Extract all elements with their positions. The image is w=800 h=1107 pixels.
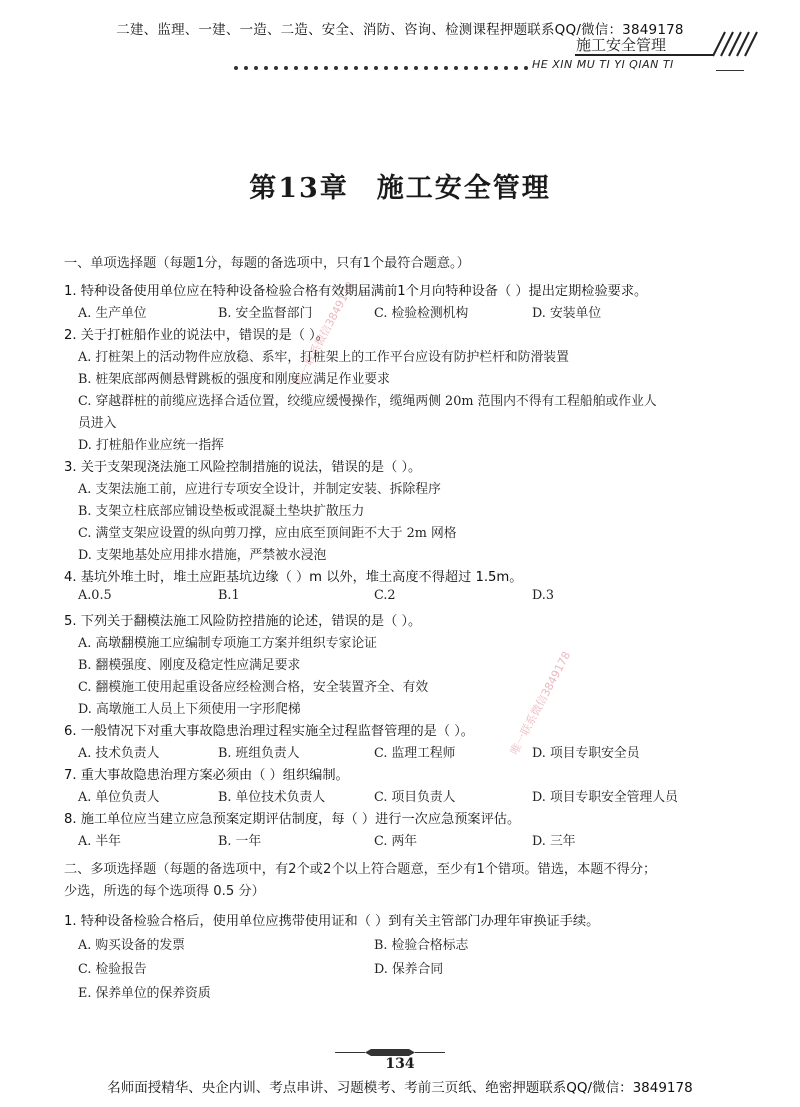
option-c: C. 监理工程师: [374, 746, 456, 761]
option-d: D.3: [532, 588, 555, 603]
option-e: E. 保养单位的保养资质: [78, 986, 211, 1001]
option-a: A. 技术负责人: [78, 746, 160, 761]
question-stem: 3. 关于支架现浇法施工风险控制措施的说法，错误的是（ ）。: [64, 460, 422, 475]
option-a: A. 购买设备的发票: [78, 938, 185, 953]
option-b: B. 一年: [218, 834, 262, 849]
option-d: D. 安装单位: [532, 306, 602, 321]
option-a: A. 支架法施工前，应进行专项安全设计，并制定安装、拆除程序: [78, 482, 441, 497]
option-b: B.1: [218, 588, 240, 603]
running-header-title: 施工安全管理: [576, 36, 667, 54]
option-c: C.2: [374, 588, 396, 603]
option-c-continued: 员进入: [78, 416, 117, 431]
option-d: D. 打桩船作业应统一指挥: [78, 438, 224, 453]
question-stem: 1. 特种设备检验合格后，使用单位应携带使用证和（ ）到有关主管部门办理年审换证手续。: [64, 914, 600, 929]
top-banner: 二建、监理、一建、一造、二造、安全、消防、咨询、检测课程押题联系QQ/微信：3849178: [116, 22, 684, 38]
option-d: D. 三年: [532, 834, 576, 849]
option-b: B. 支架立柱底部应铺设垫板或混凝土垫块扩散压力: [78, 504, 365, 519]
pinyin-subheader: HE XIN MU TI YI QIAN TI: [532, 58, 674, 71]
option-b: B. 安全监督部门: [218, 306, 313, 321]
question-stem: 8. 施工单位应当建立应急预案定期评估制度，每（ ）进行一次应急预案评估。: [64, 812, 521, 827]
option-d: D. 保养合同: [374, 962, 444, 977]
question-stem: 5. 下列关于翻模法施工风险防控措施的论述，错误的是（ ）。: [64, 614, 422, 629]
option-c: C. 两年: [374, 834, 418, 849]
watermark-1: 唯一联系微信3849178: [291, 279, 358, 388]
option-b: B. 翻模强度、刚度及稳定性应满足要求: [78, 658, 301, 673]
option-c: C. 检验报告: [78, 962, 147, 977]
page-number: 134: [385, 1056, 415, 1072]
question-stem: 4. 基坑外堆土时，堆土应距基坑边缘（ ）m 以外，堆土高度不得超过 1.5m。: [64, 570, 523, 585]
option-c: C. 翻模施工使用起重设备应经检测合格，安全装置齐全、有效: [78, 680, 429, 695]
option-b: B. 班组负责人: [218, 746, 300, 761]
option-a: A. 单位负责人: [78, 790, 160, 805]
option-a: A. 高墩翻模施工应编制专项施工方案并组织专家论证: [78, 636, 377, 651]
multi-choice-heading: 二、多项选择题（每题的备选项中，有2个或2个以上符合题意，至少有1个错项。错选，本题不得分；: [64, 862, 657, 877]
option-d: D. 支架地基处应用排水措施，严禁被水浸泡: [78, 548, 327, 563]
chapter-title: [0, 166, 800, 205]
chapter-number: 第13章: [249, 173, 349, 204]
running-header: [562, 34, 722, 56]
watermark-2: 唯一联系微信3849178: [507, 649, 574, 758]
option-c: C. 穿越群桩的前缆应选择合适位置，绞缆应缓慢操作，缆绳两侧 20m 范围内不得有工程船舶或作业人: [78, 394, 657, 409]
pinyin-rule: [716, 70, 744, 71]
question-stem: 6. 一般情况下对重大事故隐患治理过程实施全过程监督管理的是（ ）。: [64, 724, 474, 739]
multi-choice-heading-continued: 少选，所选的每个选项得 0.5 分）: [64, 884, 265, 899]
option-a: A. 半年: [78, 834, 121, 849]
option-a: A. 打桩架上的活动物件应放稳、系牢，打桩架上的工作平台应设有防护栏杆和防滑装置: [78, 350, 569, 365]
question-stem: 7. 重大事故隐患治理方案必须由（ ）组织编制。: [64, 768, 349, 783]
option-b: B. 单位技术负责人: [218, 790, 326, 805]
dotted-rule-decoration: [232, 64, 532, 72]
option-d: D. 高墩施工人员上下须使用一字形爬梯: [78, 702, 301, 717]
footer-banner: 名师面授精华、央企内训、考点串讲、习题模考、考前三页纸、绝密押题联系QQ/微信：3849178: [107, 1080, 693, 1096]
question-stem: 1. 特种设备使用单位应在特种设备检验合格有效期届满前1个月向特种设备（ ）提出定期检验要求。: [64, 284, 648, 299]
option-b: B. 桩架底部两侧悬臂跳板的强度和刚度应满足作业要求: [78, 372, 390, 387]
option-a: A. 生产单位: [78, 306, 147, 321]
chapter-name: 施工安全管理: [376, 173, 551, 204]
header-rule: [575, 54, 713, 56]
question-stem: 2. 关于打桩船作业的说法中，错误的是（ ）。: [64, 328, 329, 343]
option-d: D. 项目专职安全员: [532, 746, 640, 761]
single-choice-heading: 一、单项选择题（每题1分，每题的备选项中，只有1个最符合题意。）: [64, 256, 470, 271]
option-a: A.0.5: [78, 588, 112, 603]
option-c: C. 项目负责人: [374, 790, 456, 805]
option-b: B. 检验合格标志: [374, 938, 469, 953]
option-d: D. 项目专职安全管理人员: [532, 790, 678, 805]
option-c: C. 满堂支架应设置的纵向剪刀撑，应由底至顶间距不大于 2m 网格: [78, 526, 457, 541]
option-c: C. 检验检测机构: [374, 306, 469, 321]
